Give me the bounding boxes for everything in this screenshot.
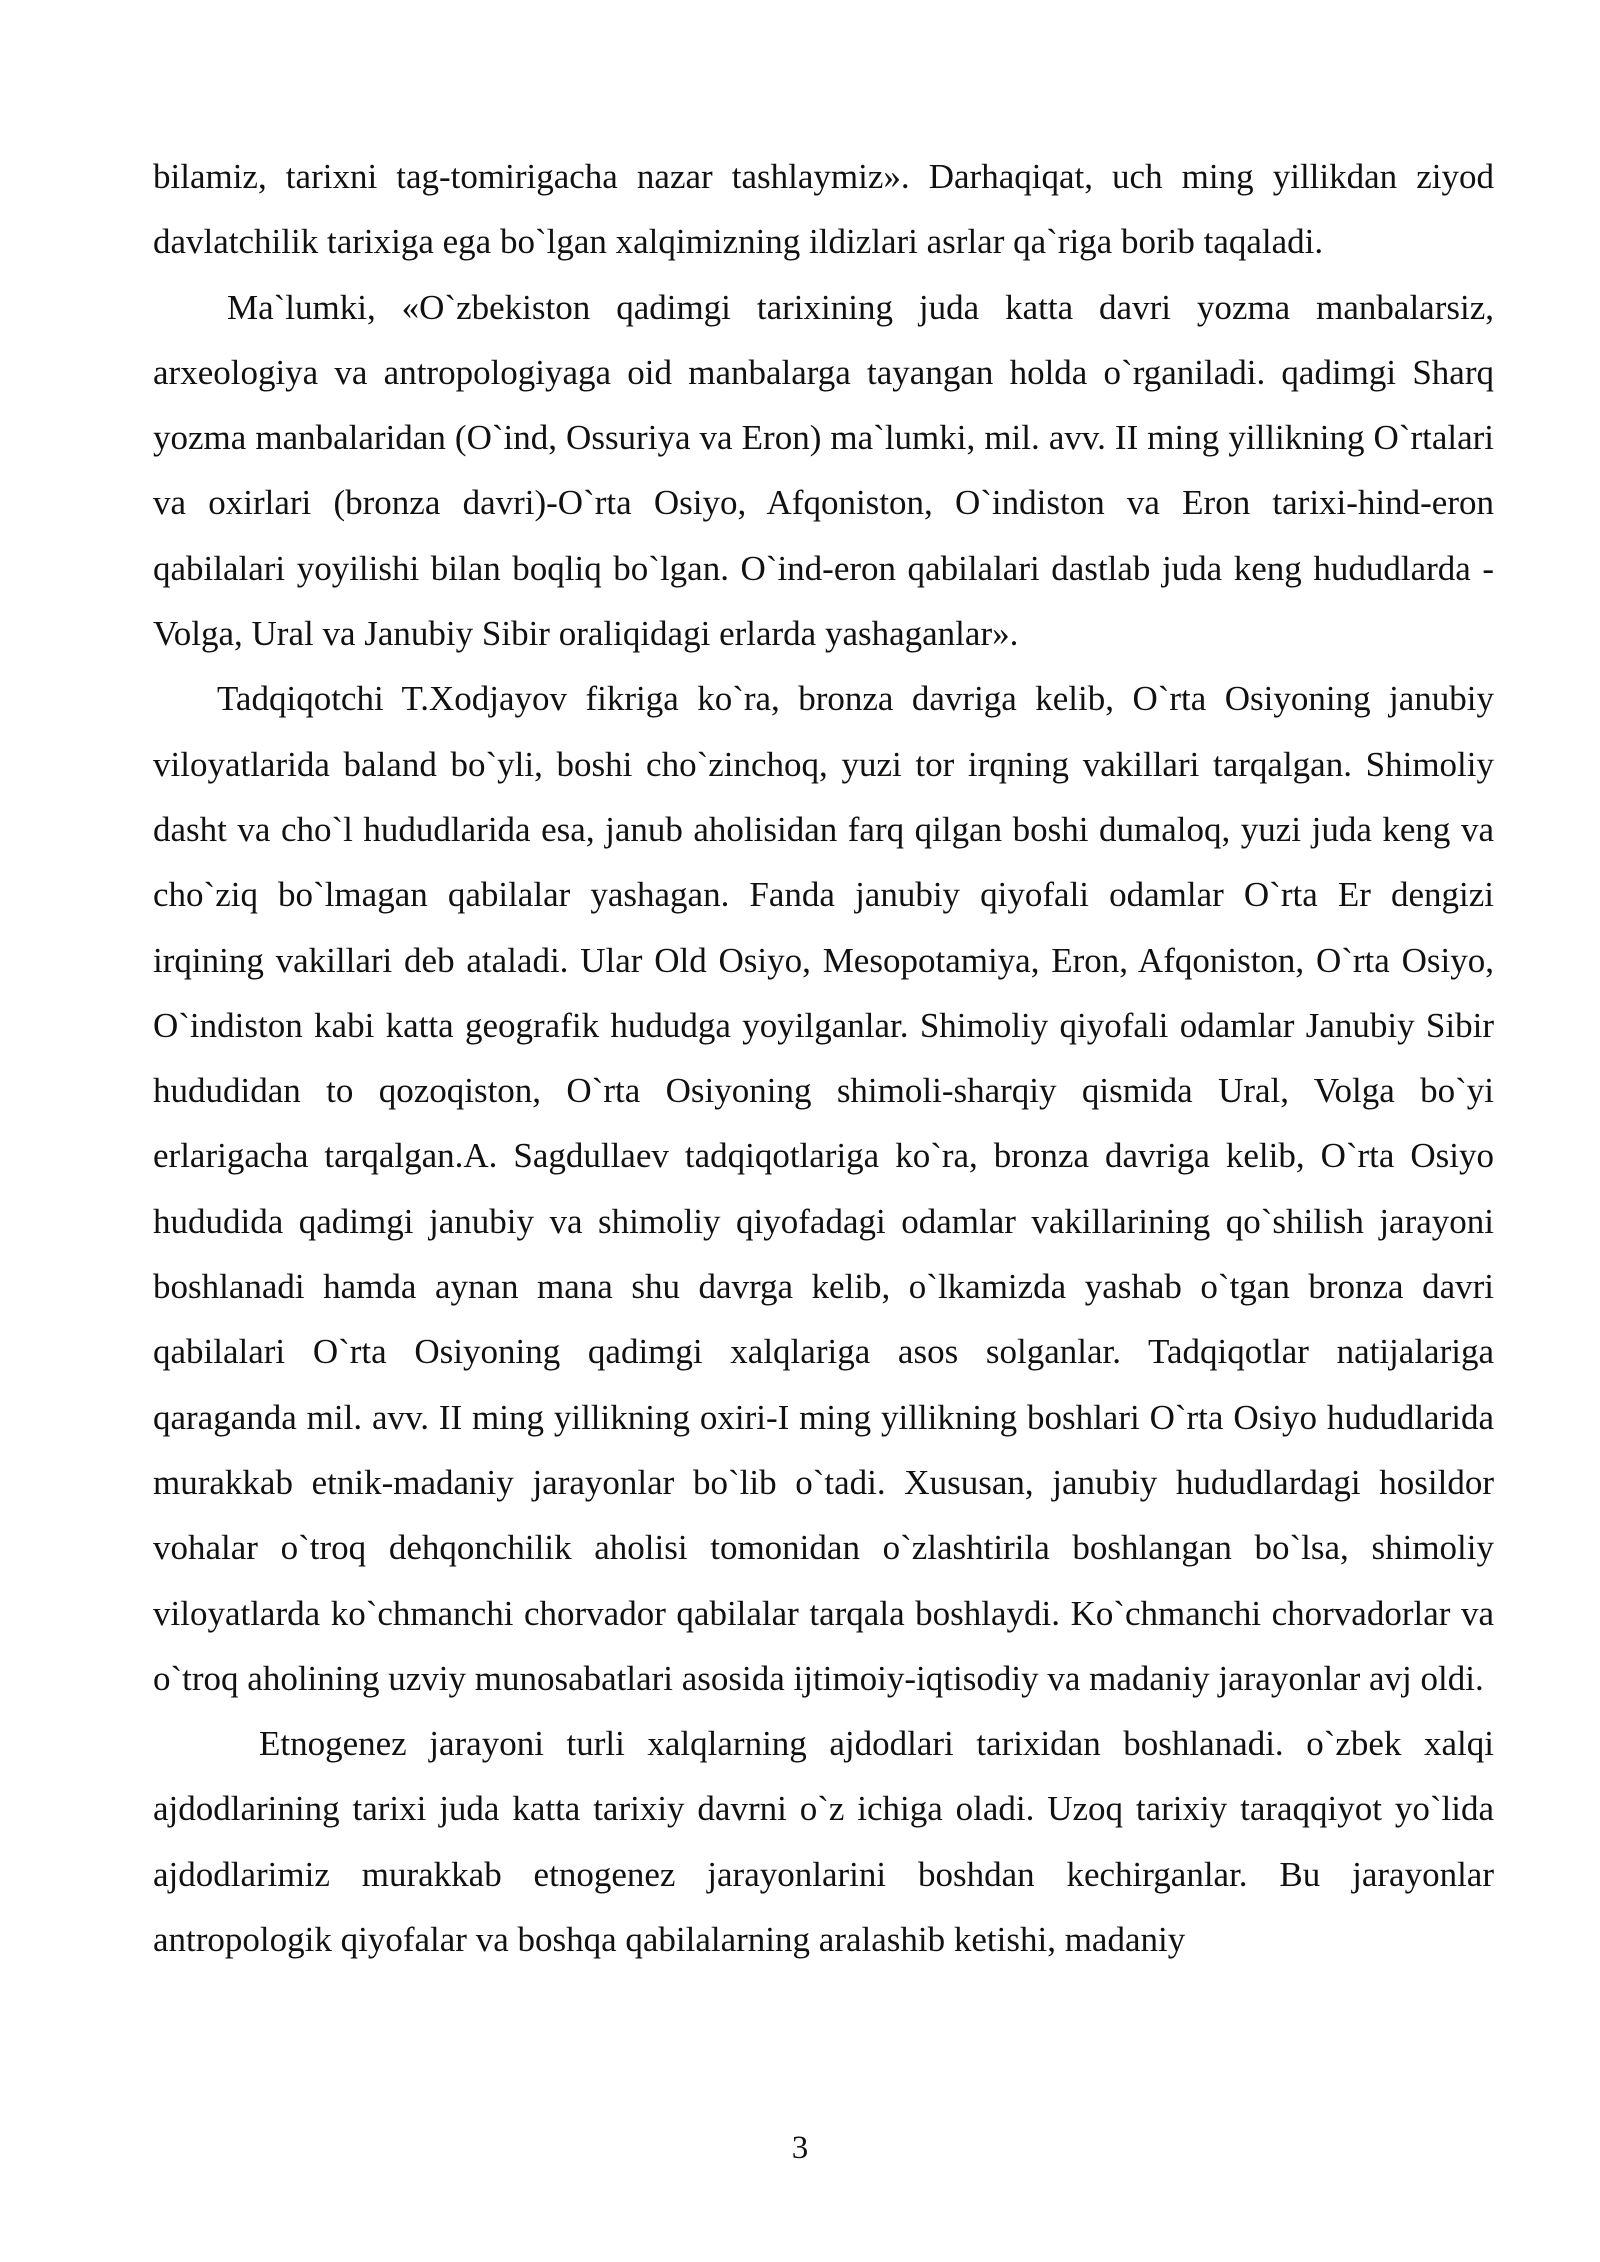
paragraph-ethnogenesis: Etnogenez jarayoni turli xalqlarning ajdodlari tarixidan boshlanadi. o`zbek xalqi ajdodlarining tarixi juda katta tarixiy davrni o`z ichiga oladi. Uzoq tarixiy taraqqiyot yo`lida ajdodlarimiz murakkab etnogenez jarayonlarini boshdan kechirganlar. Bu jarayonlar antropologik qiyofalar va boshqa qabilalarning aralashib ketishi, madaniy	[153, 1724, 1494, 1960]
body-text	[153, 144, 1494, 1972]
page-number: 3	[791, 2130, 809, 2166]
paragraph-intro: bilamiz, tarixni tag-tomirigacha nazar tashlaymiz». Darhaqiqat, uch ming yillikdan ziyod davlatchilik tarixiga ega bo`lgan xalqimizning ildizlari asrlar qa`riga borib taqaladi.	[153, 157, 1494, 262]
paragraph-research: Tadqiqotchi T.Xodjayov fikriga ko`ra, bronza davriga kelib, O`rta Osiyoning janubiy viloyatlarida baland bo`yli, boshi cho`zinchoq, yuzi tor irqning vakillari tarqalgan. Shimoliy dasht va cho`l hududlarida esa, janub aholisidan farq qilgan boshi dumaloq, yuzi juda keng va cho`ziq bo`lmagan qabilalar yashagan. Fanda janubiy qiyofali odamlar O`rta Er dengizi irqining vakillari deb ataladi. Ular Old Osiyo, Mesopotamiya, Eron, Afqoniston, O`rta Osiyo, O`indiston kabi katta geografik hududga yoyilganlar. Shimoliy qiyofali odamlar Janubiy Sibir hududidan to qozoqiston, O`rta Osiyoning shimoli-sharqiy qismida Ural, Volga bo`yi erlarigacha tarqalgan.A. Sagdullaev tadqiqotlariga ko`ra, bronza davriga kelib, O`rta Osiyo hududida qadimgi janubiy va shimoliy qiyofadagi odamlar vakillarining qo`shilish jarayoni boshlanadi hamda aynan mana shu davrga kelib, o`lkamizda yashab o`tgan bronza davri qabilalari O`rta Osiyoning qadimgi xalqlariga asos solganlar. Tadqiqotlar natijalariga qaraganda mil. avv. II ming yillikning oxiri-I ming yillikning boshlari O`rta Osiyo hududlarida murakkab etnik-madaniy jarayonlar bo`lib o`tadi. Xususan, janubiy hududlardagi hosildor vohalar o`troq dehqonchilik aholisi tomonidan o`zlashtirila boshlangan bo`lsa, shimoliy viloyatlarda ko`chmanchi chorvador qabilalar tarqala boshlaydi. Ko`chmanchi chorvadorlar va o`troq aholining uzviy munosabatlari asosida ijtimoiy-iqtisodiy va madaniy jarayonlar avj oldi.	[153, 679, 1494, 1698]
paragraph-quote-malumki: Ma`lumki, «O`zbekiston qadimgi tarixining juda katta davri yozma manbalarsiz, arxeologiya va antropologiyaga oid manbalarga tayangan holda o`rganiladi. qadimgi Sharq yozma manbalaridan (O`ind, Ossuriya va Eron) ma`lumki, mil. avv. II ming yillikning O`rtalari va oxirlari (bronza davri)-O`rta Osiyo, Afqoniston, O`indiston va Eron tarixi-hind-eron qabilalari yoyilishi bilan boqliq bo`lgan. O`ind-eron qabilalari dastlab juda keng hududlarda - Volga, Ural va Janubiy Sibir oraliqidagi erlarda yashaganlar».	[153, 287, 1494, 654]
